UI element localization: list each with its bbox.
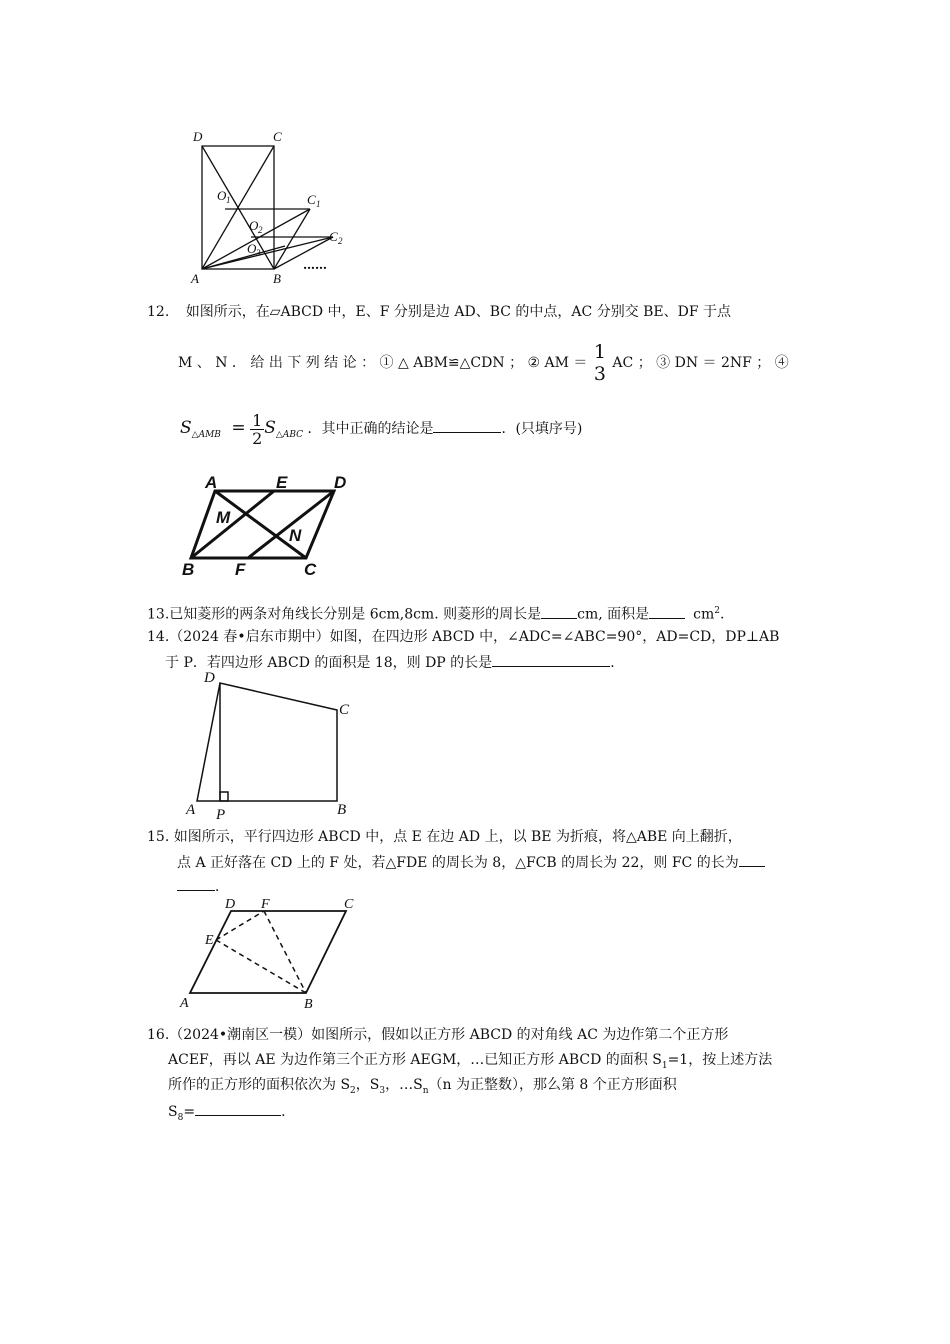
label-M: M <box>216 508 231 527</box>
label-O1-sub: 1 <box>226 195 231 205</box>
q15-line3 <box>177 876 229 897</box>
q16-line1: 16.（2024•潮南区一模）如图所示，假如以正方形 ABCD 的对角线 AC 为边作第二个正方形 <box>147 1027 729 1043</box>
q15-line1: 15. 如图所示，平行四边形 ABCD 中，点 E 在边 AD 上，以 BE 为折痕，将△ABE 向上翻折， <box>147 829 742 845</box>
q15-line2 <box>177 852 765 873</box>
q12-line1-text: 如图所示，在 <box>185 304 270 320</box>
q16-line3-text: 所作的正方形的面积依次为 S <box>168 1077 351 1093</box>
label-C: C <box>339 702 350 718</box>
label-O3-sub: 3 <box>256 248 261 258</box>
answer-blank-q13-area[interactable] <box>649 604 685 619</box>
q12-line3b-text: ．(只填序号) <box>501 421 583 437</box>
q16-equals: = <box>183 1104 196 1120</box>
q16-mid: ，S <box>355 1077 380 1093</box>
q13-text-b: cm, 面积是 <box>577 606 650 623</box>
answer-blank-q16[interactable] <box>195 1101 281 1116</box>
q12-line3 <box>180 408 582 455</box>
label-D: D <box>334 473 347 492</box>
half-den: 2 <box>252 428 263 448</box>
label-C: C <box>304 560 317 579</box>
label-C: C <box>273 129 282 144</box>
q13-sup: 2 <box>714 606 721 616</box>
q12-line2a: M 、 N ． 给 出 下 列 结 论 ： ① △ ABM≌△CDN ； ② AM ＝ <box>178 355 588 371</box>
q14-end: ． <box>610 655 625 671</box>
label-O2-sub: 2 <box>258 225 263 235</box>
q14-line1: 14.（2024 春•启东市期中）如图，在四边形 ABCD 中，∠ADC=∠ABC=90°，AD=CD，DP⊥AB <box>147 629 780 645</box>
answer-blank-q13-perimeter[interactable] <box>541 604 577 619</box>
q14-line2-text: 于 P．若四边形 ABCD 的面积是 18，则 DP 的长是 <box>165 655 493 671</box>
label-D: D <box>193 129 203 144</box>
label-C: C <box>344 897 354 912</box>
label-A: A <box>180 996 189 1010</box>
q13-text-c: cm <box>693 606 715 623</box>
label-D: D <box>225 897 236 912</box>
label-F: F <box>261 897 270 912</box>
label-N: N <box>289 526 302 545</box>
area-sub-amb: △AMB <box>191 429 221 440</box>
frac-num: 1 <box>593 341 606 363</box>
q16-line4 <box>168 1101 295 1128</box>
answer-blank-q15-a[interactable] <box>739 852 765 867</box>
label-C2-sub: 2 <box>338 236 343 246</box>
label-C2: C <box>329 229 338 244</box>
answer-blank-q12[interactable] <box>433 418 501 433</box>
q16-sub-1: 1 <box>661 1060 668 1071</box>
label-C1: C <box>307 192 316 207</box>
q16-sub-8: 8 <box>177 1112 184 1123</box>
q16-sub-2: 2 <box>350 1085 356 1096</box>
half-num: 1 <box>252 410 263 430</box>
label-B: B <box>304 997 313 1010</box>
label-E: E <box>276 473 288 492</box>
q12-number: 12. <box>147 304 170 320</box>
label-A: A <box>186 802 196 818</box>
answer-blank-q15-b[interactable] <box>177 876 215 891</box>
answer-blank-q14[interactable] <box>492 652 610 667</box>
label-B: B <box>182 560 195 579</box>
area-symbol: S <box>180 418 192 438</box>
q12-line2b: AC ； ③ DN ＝ 2NF ； ④ <box>612 355 789 371</box>
label-E: E <box>205 933 214 948</box>
frac-den: 3 <box>593 363 606 385</box>
label-A: A <box>205 473 218 492</box>
q12-line2 <box>178 340 789 386</box>
q16-end: ． <box>281 1104 296 1120</box>
label-D: D <box>204 670 215 686</box>
q12-line3-text: ．其中正确的结论是 <box>307 421 434 437</box>
q16-sub-n: n <box>422 1085 429 1096</box>
label-O2: O <box>249 218 259 233</box>
ellipsis-dots: …… <box>303 258 327 272</box>
equals-sign: = <box>231 418 246 438</box>
q16-line2 <box>168 1050 772 1076</box>
q12-line1b-text: ABCD 中，E、F 分别是边 AD、BC 的中点，AC 分别交 BE、DF 于点 <box>280 304 732 320</box>
fraction-one-third <box>592 341 608 385</box>
figure-q15 <box>176 895 366 1010</box>
q16-line2b-text: =1，按上述方法 <box>667 1052 773 1068</box>
q16-mid2: ，…S <box>385 1077 423 1093</box>
q16-line2-text: ACEF，再以 AE 为边作第三个正方形 AEGM，…已知正方形 ABCD 的面积 S <box>168 1052 662 1068</box>
label-C1-sub: 1 <box>316 199 321 209</box>
label-P: P <box>216 807 226 823</box>
label-F: F <box>235 560 246 579</box>
q16-sub-3: 3 <box>379 1085 386 1096</box>
label-B: B <box>273 271 281 286</box>
label-B: B <box>337 802 347 818</box>
q13-line <box>147 601 724 625</box>
q13-text-a: 13.已知菱形的两条对角线长分别是 6cm,8cm. 则菱形的周长是 <box>147 606 542 623</box>
q15-end: ． <box>215 879 229 895</box>
parallelogram-icon: ▱ <box>269 304 281 320</box>
q16-s8: S <box>168 1104 178 1120</box>
figure-q12 <box>178 470 363 580</box>
q13-end: . <box>720 606 725 623</box>
label-O3: O <box>247 241 257 256</box>
fraction-one-half <box>250 412 264 447</box>
figure-q11 <box>185 125 360 290</box>
q15-line2-text: 点 A 正好落在 CD 上的 F 处，若△FDE 的周长为 8，△FCB 的周长为 22，则 FC 的长为 <box>177 855 739 871</box>
q12-line1 <box>147 302 731 322</box>
label-O1: O <box>217 188 227 203</box>
area-symbol-right: S <box>264 418 276 438</box>
area-sub-abc: △ABC <box>275 429 303 440</box>
label-A: A <box>191 271 199 286</box>
q16-line3 <box>168 1075 677 1101</box>
figure-q14 <box>180 666 360 826</box>
q16-line3-end: （n 为正整数），那么第 8 个正方形面积 <box>428 1077 677 1093</box>
